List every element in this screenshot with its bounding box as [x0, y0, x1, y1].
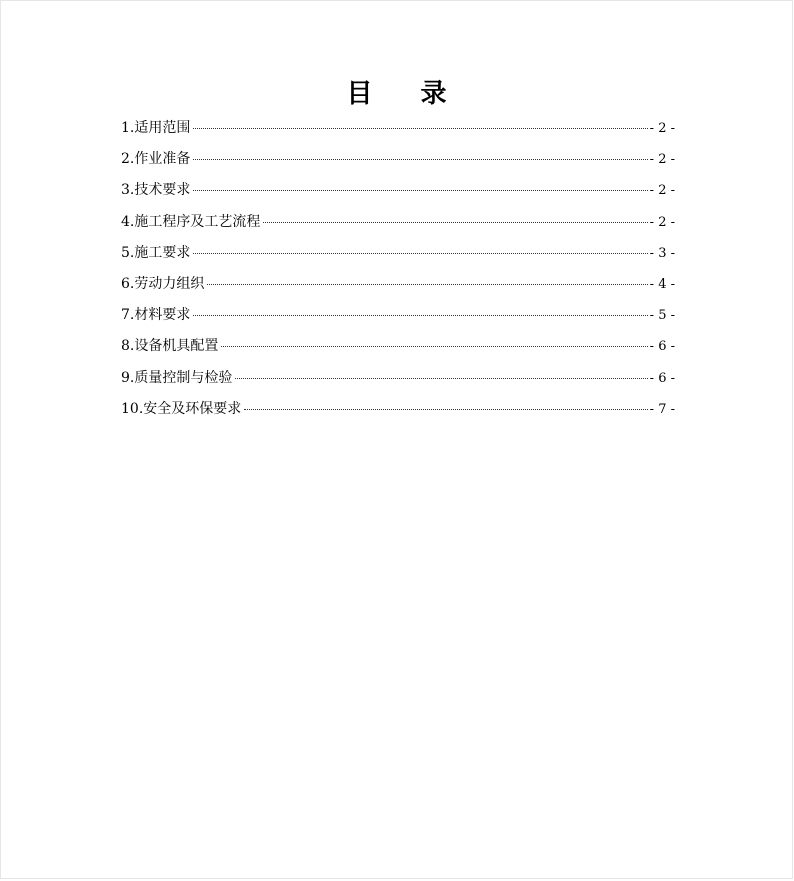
toc-entry[interactable] — [121, 242, 675, 273]
toc-entry-page: - 2 - — [649, 183, 675, 199]
toc-entry-label: 4.施工程序及工艺流程 — [121, 213, 261, 230]
dot-leader — [207, 284, 647, 285]
toc-entry-page: - 6 - — [649, 370, 675, 386]
dot-leader — [221, 346, 647, 347]
dot-leader — [193, 159, 647, 160]
toc-title-char-1: 目 — [346, 79, 373, 109]
toc-entry[interactable] — [121, 367, 675, 398]
toc-entry[interactable] — [121, 179, 675, 210]
toc-entry-label: 9.质量控制与检验 — [121, 369, 233, 386]
dot-leader — [235, 378, 647, 379]
toc-entry-label: 1.适用范围 — [121, 120, 191, 136]
toc-entry[interactable] — [121, 117, 675, 148]
toc-entry-label: 6.劳动力组织 — [121, 275, 205, 292]
toc-title — [1, 73, 792, 110]
toc-entry[interactable] — [121, 398, 675, 429]
toc-entry-label: 2.作业准备 — [121, 151, 191, 168]
toc-title-char-2: 录 — [420, 79, 447, 109]
toc-entry-page: - 7 - — [649, 401, 675, 417]
toc-entry[interactable] — [121, 304, 675, 335]
dot-leader — [193, 128, 647, 129]
toc-entry-page: - 6 - — [649, 339, 675, 355]
toc-entry-label: 8.设备机具配置 — [121, 338, 219, 355]
toc-entry-page: - 5 - — [649, 308, 675, 324]
toc-entry-label: 10.安全及环保要求 — [121, 400, 242, 417]
toc-entry[interactable] — [121, 211, 675, 242]
toc-list — [121, 117, 675, 429]
toc-entry-label: 5.施工要求 — [121, 244, 191, 261]
toc-entry-label: 3.技术要求 — [121, 182, 191, 199]
toc-entry[interactable] — [121, 335, 675, 366]
toc-entry-page: - 2 - — [649, 214, 675, 230]
toc-entry-page: - 2 - — [649, 152, 675, 168]
dot-leader — [193, 190, 647, 191]
dot-leader — [244, 409, 647, 410]
toc-entry-page: - 2 - — [649, 121, 675, 136]
toc-entry[interactable] — [121, 148, 675, 179]
dot-leader — [193, 315, 647, 316]
dot-leader — [263, 222, 647, 223]
toc-entry-page: - 4 - — [649, 276, 675, 292]
dot-leader — [193, 253, 647, 254]
toc-entry-label: 7.材料要求 — [121, 307, 191, 324]
toc-entry-page: - 3 - — [649, 245, 675, 261]
toc-entry[interactable] — [121, 273, 675, 304]
